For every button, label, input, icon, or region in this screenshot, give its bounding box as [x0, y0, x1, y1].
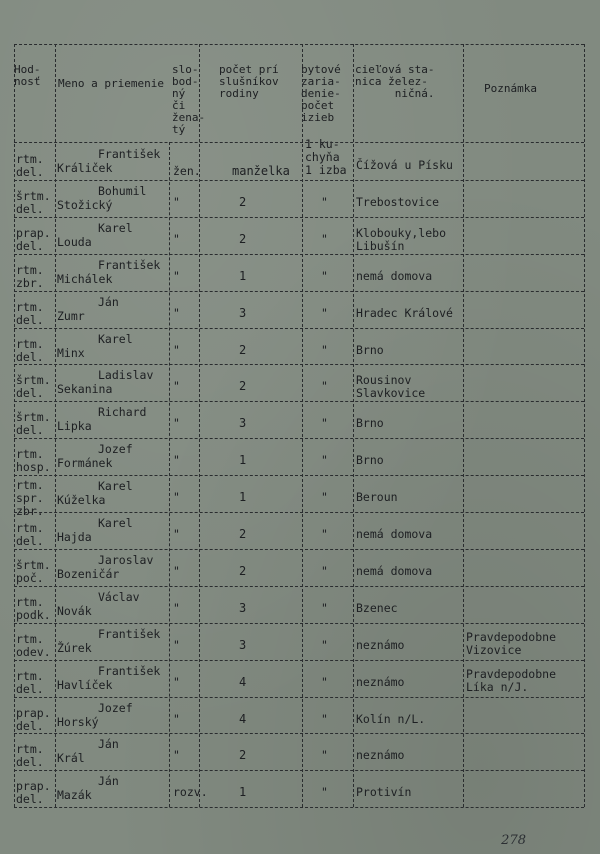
marital-cell: ": [173, 563, 180, 578]
header-station: cieľová sta- nica želez- ničná.: [355, 63, 435, 100]
rank-cell: šrtm. del.: [16, 410, 51, 438]
station-cell: neznámo: [356, 674, 405, 689]
first-name-cell: Ján: [98, 737, 119, 752]
surname-cell: Kúželka: [57, 493, 106, 508]
housing-cell: ": [321, 490, 328, 505]
table-rule: [14, 364, 584, 365]
surname-cell: Mazák: [57, 788, 92, 803]
surname-cell: Novák: [57, 603, 92, 618]
surname-cell: Králiček: [57, 161, 113, 175]
table-rule: [14, 180, 584, 181]
first-name-cell: Václav: [98, 589, 140, 604]
family-count-cell: 3: [239, 305, 247, 320]
family-count-cell: 1: [239, 785, 247, 800]
housing-cell: ": [321, 194, 328, 209]
surname-cell: Bozeničár: [57, 566, 120, 581]
column-rule: [55, 44, 56, 807]
table-rule: [14, 697, 584, 698]
surname-cell: Minx: [57, 345, 85, 360]
surname-cell: Horský: [57, 714, 99, 729]
station-cell: Rousinov Slavkovice: [356, 373, 426, 401]
table-rule: [14, 401, 584, 402]
personnel-table: [14, 44, 584, 812]
station-cell: Bzenec: [356, 600, 398, 615]
first-name-cell: Jozef: [98, 700, 133, 715]
note-cell: Pravdepodobne Vizovice: [466, 629, 557, 657]
table-rule: [14, 217, 584, 218]
housing-cell: ": [321, 637, 328, 652]
surname-cell: Král: [57, 751, 85, 766]
first-name-cell: Richard: [98, 405, 147, 420]
family-count-cell: 3: [239, 416, 247, 431]
marital-cell: rozv.: [173, 785, 208, 800]
table-rule: [14, 438, 584, 439]
station-cell: Kolín n/L.: [356, 711, 426, 726]
station-cell: Klobouky,lebo Libušín: [356, 225, 447, 253]
rank-cell: rtm. podk.: [16, 594, 51, 622]
table-rule: [14, 44, 584, 45]
marital-cell: ": [173, 490, 180, 505]
rank-cell: rtm. del.: [16, 152, 44, 179]
header-name: Meno a priemenie: [58, 77, 164, 90]
header-rank: Hod- nosť: [14, 63, 41, 88]
first-name-cell: Karel: [98, 479, 133, 494]
rank-cell: prap. del.: [16, 225, 51, 253]
marital-cell: ": [173, 748, 180, 763]
marital-cell: žen.: [173, 164, 201, 178]
surname-cell: Formánek: [57, 456, 113, 471]
header-housing: bytové zaria- denie- počet izieb: [301, 63, 341, 124]
first-name-cell: Ján: [98, 774, 119, 789]
housing-cell: ": [321, 785, 328, 800]
surname-cell: Žúrek: [57, 640, 92, 655]
family-count-cell: 2: [239, 563, 247, 578]
family-count-cell: 2: [239, 527, 247, 541]
first-name-cell: František: [98, 626, 161, 641]
family-count-cell: 1: [239, 268, 247, 283]
rank-cell: rtm. odev.: [16, 631, 51, 659]
family-count-cell: 3: [239, 637, 247, 652]
column-rule: [302, 44, 303, 807]
family-count-cell: 2: [239, 194, 247, 209]
column-rule: [199, 44, 200, 807]
table-rule: [14, 512, 584, 513]
housing-cell: ": [321, 231, 328, 246]
marital-cell: ": [173, 453, 180, 468]
first-name-cell: František: [98, 663, 161, 678]
header-marital: slo- bod- ný či žena- tý: [172, 63, 206, 136]
surname-cell: Michálek: [57, 271, 113, 286]
housing-cell: 1 ku- chyňa 1 izba: [305, 137, 347, 177]
table-rule: [14, 254, 584, 255]
station-cell: Protivín: [356, 785, 412, 800]
table-rule: [14, 291, 584, 292]
housing-cell: ": [321, 416, 328, 431]
header-note: Poznámka: [484, 82, 537, 95]
housing-cell: ": [321, 342, 328, 357]
station-cell: Trebostovice: [356, 194, 440, 209]
rank-cell: šrtm. poč.: [16, 557, 51, 585]
surname-cell: Havlíček: [57, 677, 113, 692]
station-cell: nemá domova: [356, 268, 433, 283]
station-cell: nemá domova: [356, 563, 433, 578]
first-name-cell: Jaroslav: [98, 552, 154, 567]
first-name-cell: Karel: [98, 516, 133, 530]
rank-cell: rtm. spr. zbr.: [16, 478, 44, 519]
page-number: 278: [501, 833, 526, 848]
housing-cell: ": [321, 563, 328, 578]
rank-cell: rtm. del.: [16, 742, 44, 770]
rank-cell: šrtm. del.: [16, 188, 51, 216]
first-name-cell: František: [98, 257, 161, 272]
station-cell: neznámo: [356, 748, 405, 763]
rank-cell: rtm. del.: [16, 336, 44, 364]
note-cell: Pravdepodobne Líka n/J.: [466, 666, 557, 694]
housing-cell: ": [321, 527, 328, 541]
rank-cell: prap. del.: [16, 705, 51, 733]
rank-cell: rtm. zbr.: [16, 262, 44, 290]
station-cell: Beroun: [356, 490, 398, 505]
first-name-cell: Bohumil: [98, 183, 147, 198]
surname-cell: Stožický: [57, 197, 113, 212]
marital-cell: ": [173, 342, 180, 357]
station-cell: Hradec Králové: [356, 305, 453, 320]
housing-cell: ": [321, 600, 328, 615]
family-count-cell: manželka: [232, 164, 290, 178]
housing-cell: ": [321, 305, 328, 320]
surname-cell: Hajda: [57, 530, 92, 544]
marital-cell: ": [173, 600, 180, 615]
first-name-cell: Ladislav: [98, 368, 154, 383]
housing-cell: ": [321, 711, 328, 726]
first-name-cell: Karel: [98, 331, 133, 346]
column-rule: [353, 44, 354, 807]
family-count-cell: 3: [239, 600, 247, 615]
rank-cell: prap. del.: [16, 779, 51, 807]
first-name-cell: Karel: [98, 220, 133, 235]
table-rule: [14, 623, 584, 624]
first-name-cell: František: [98, 147, 161, 161]
marital-cell: ": [173, 416, 180, 431]
family-count-cell: 1: [239, 453, 247, 468]
housing-cell: ": [321, 379, 328, 394]
family-count-cell: 1: [239, 490, 247, 505]
station-cell: Brno: [356, 342, 384, 357]
first-name-cell: Jozef: [98, 442, 133, 457]
table-rule: [14, 770, 584, 771]
station-cell: Brno: [356, 416, 384, 431]
surname-cell: Sekanina: [57, 382, 113, 397]
station-cell: Čížová u Písku: [356, 158, 453, 172]
marital-cell: ": [173, 194, 180, 209]
housing-cell: ": [321, 268, 328, 283]
marital-cell: ": [173, 674, 180, 689]
surname-cell: Louda: [57, 234, 92, 249]
family-count-cell: 4: [239, 711, 247, 726]
housing-cell: ": [321, 674, 328, 689]
marital-cell: ": [173, 637, 180, 652]
table-rule: [14, 807, 584, 808]
first-name-cell: Ján: [98, 294, 119, 309]
surname-cell: Zumr: [57, 308, 85, 323]
marital-cell: ": [173, 379, 180, 394]
header-family: počet prí slušníkov rodiny: [219, 63, 279, 100]
table-rule: [14, 328, 584, 329]
marital-cell: ": [173, 268, 180, 283]
family-count-cell: 4: [239, 674, 247, 689]
housing-cell: ": [321, 453, 328, 468]
table-rule: [14, 142, 584, 143]
marital-cell: ": [173, 231, 180, 246]
table-rule: [14, 475, 584, 476]
rank-cell: rtm. del.: [16, 299, 44, 327]
table-rule: [14, 549, 584, 550]
table-rule: [14, 586, 584, 587]
rank-cell: rtm. hosp.: [16, 447, 51, 475]
rank-cell: rtm. del.: [16, 668, 44, 696]
station-cell: nemá domova: [356, 527, 433, 541]
rank-cell: šrtm. del.: [16, 373, 51, 401]
station-cell: Brno: [356, 453, 384, 468]
marital-cell: ": [173, 527, 180, 541]
surname-cell: Lipka: [57, 419, 92, 434]
family-count-cell: 2: [239, 342, 247, 357]
family-count-cell: 2: [239, 748, 247, 763]
family-count-cell: 2: [239, 379, 247, 394]
column-rule: [14, 44, 15, 807]
column-rule: [463, 44, 464, 807]
marital-cell: ": [173, 305, 180, 320]
housing-cell: ": [321, 748, 328, 763]
marital-cell: ": [173, 711, 180, 726]
table-rule: [14, 733, 584, 734]
station-cell: neznámo: [356, 637, 405, 652]
family-count-cell: 2: [239, 231, 247, 246]
rank-cell: rtm. del.: [16, 521, 44, 548]
table-rule: [14, 660, 584, 661]
column-rule: [584, 44, 585, 807]
